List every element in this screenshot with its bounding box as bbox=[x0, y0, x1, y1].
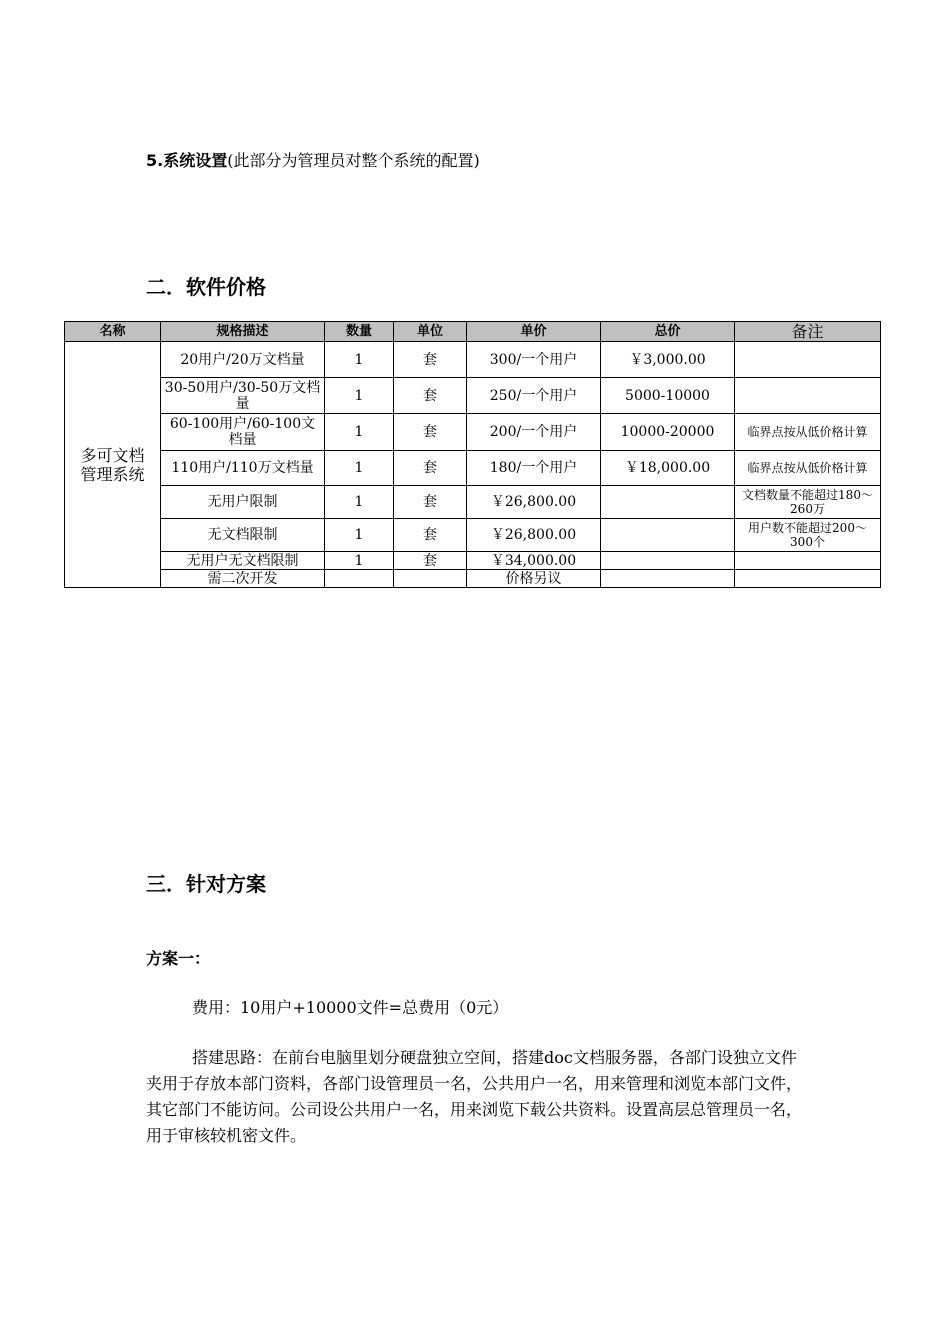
header-remark: 备注 bbox=[735, 322, 881, 342]
cell-total: 5000-10000 bbox=[601, 378, 735, 414]
cell-qty: 1 bbox=[325, 378, 394, 414]
cell-qty: 1 bbox=[325, 519, 394, 552]
section2-heading: 二．软件价格 bbox=[146, 275, 266, 299]
cell-unit-price: 300/一个用户 bbox=[467, 342, 601, 378]
cell-spec: 无用户限制 bbox=[161, 486, 325, 519]
cell-spec: 无用户无文档限制 bbox=[161, 552, 325, 570]
cell-spec: 无文档限制 bbox=[161, 519, 325, 552]
cell-unit: 套 bbox=[394, 451, 467, 486]
table-row bbox=[65, 378, 881, 414]
cell-unit-price: ￥34,000.00 bbox=[467, 552, 601, 570]
cell-spec: 30-50用户/30-50万文档量 bbox=[161, 378, 325, 414]
cell-unit: 套 bbox=[394, 486, 467, 519]
cell-qty: 1 bbox=[325, 552, 394, 570]
cell-remark: 文档数量不能超过180～260万 bbox=[735, 486, 881, 519]
cell-unit: 套 bbox=[394, 378, 467, 414]
section5-note: (此部分为管理员对整个系统的配置) bbox=[227, 151, 480, 170]
table-row bbox=[65, 519, 881, 552]
header-qty: 数量 bbox=[325, 322, 394, 342]
cell-total bbox=[601, 519, 735, 552]
section3-heading: 三．针对方案 bbox=[146, 872, 266, 896]
cell-spec: 60-100用户/60-100文档量 bbox=[161, 414, 325, 451]
header-spec: 规格描述 bbox=[161, 322, 325, 342]
cell-spec: 需二次开发 bbox=[161, 570, 325, 588]
header-name: 名称 bbox=[65, 322, 161, 342]
table-row bbox=[65, 552, 881, 570]
cell-qty: 1 bbox=[325, 414, 394, 451]
cell-total: 10000-20000 bbox=[601, 414, 735, 451]
table-row bbox=[65, 486, 881, 519]
cell-unit: 套 bbox=[394, 552, 467, 570]
cell-total: ￥18,000.00 bbox=[601, 451, 735, 486]
cell-unit: 套 bbox=[394, 519, 467, 552]
plan1-fee: 费用：10用户+10000文件=总费用（0元） bbox=[192, 998, 509, 1017]
cell-unit-price: 200/一个用户 bbox=[467, 414, 601, 451]
cell-unit-price: 250/一个用户 bbox=[467, 378, 601, 414]
cell-qty: 1 bbox=[325, 451, 394, 486]
cell-remark bbox=[735, 342, 881, 378]
cell-qty bbox=[325, 570, 394, 588]
plan1-title: 方案一： bbox=[146, 949, 211, 968]
cell-unit-price: 价格另议 bbox=[467, 570, 601, 588]
cell-remark: 临界点按从低价格计算 bbox=[735, 414, 881, 451]
cell-total bbox=[601, 552, 735, 570]
section5-label: 5.系统设置 bbox=[146, 151, 228, 170]
cell-qty: 1 bbox=[325, 486, 394, 519]
cell-unit-price: 180/一个用户 bbox=[467, 451, 601, 486]
cell-total bbox=[601, 570, 735, 588]
header-unit-price: 单价 bbox=[467, 322, 601, 342]
cell-unit-price: ￥26,800.00 bbox=[467, 519, 601, 552]
cell-unit-price: ￥26,800.00 bbox=[467, 486, 601, 519]
cell-remark: 临界点按从低价格计算 bbox=[735, 451, 881, 486]
cell-total: ￥3,000.00 bbox=[601, 342, 735, 378]
cell-unit bbox=[394, 570, 467, 588]
cell-remark: 用户数不能超过200～300个 bbox=[735, 519, 881, 552]
cell-spec: 110用户/110万文档量 bbox=[161, 451, 325, 486]
cell-remark bbox=[735, 570, 881, 588]
cell-qty: 1 bbox=[325, 342, 394, 378]
cell-remark bbox=[735, 552, 881, 570]
header-unit: 单位 bbox=[394, 322, 467, 342]
cell-spec: 20用户/20万文档量 bbox=[161, 342, 325, 378]
table-row bbox=[65, 342, 881, 378]
product-name: 多可文档管理系统 bbox=[65, 342, 161, 588]
cell-unit: 套 bbox=[394, 342, 467, 378]
table-row bbox=[65, 570, 881, 588]
section5-line bbox=[146, 150, 480, 172]
cell-unit: 套 bbox=[394, 414, 467, 451]
plan1-idea: 搭建思路：在前台电脑里划分硬盘独立空间，搭建doc文档服务器，各部门设独立文件夹用于存放本部门资料，各部门设管理员一名，公共用户一名，用来管理和浏览本部门文件，其它部门不能访问。公司设公共用户一名，用来浏览下载公共资料。设置高层总管理员一名，用于审核较机密文件。 bbox=[146, 1048, 803, 1145]
cell-remark bbox=[735, 378, 881, 414]
table-row bbox=[65, 414, 881, 451]
table-row bbox=[65, 451, 881, 486]
header-total: 总价 bbox=[601, 322, 735, 342]
price-table bbox=[64, 321, 881, 588]
table-header-row bbox=[65, 322, 881, 342]
cell-total bbox=[601, 486, 735, 519]
